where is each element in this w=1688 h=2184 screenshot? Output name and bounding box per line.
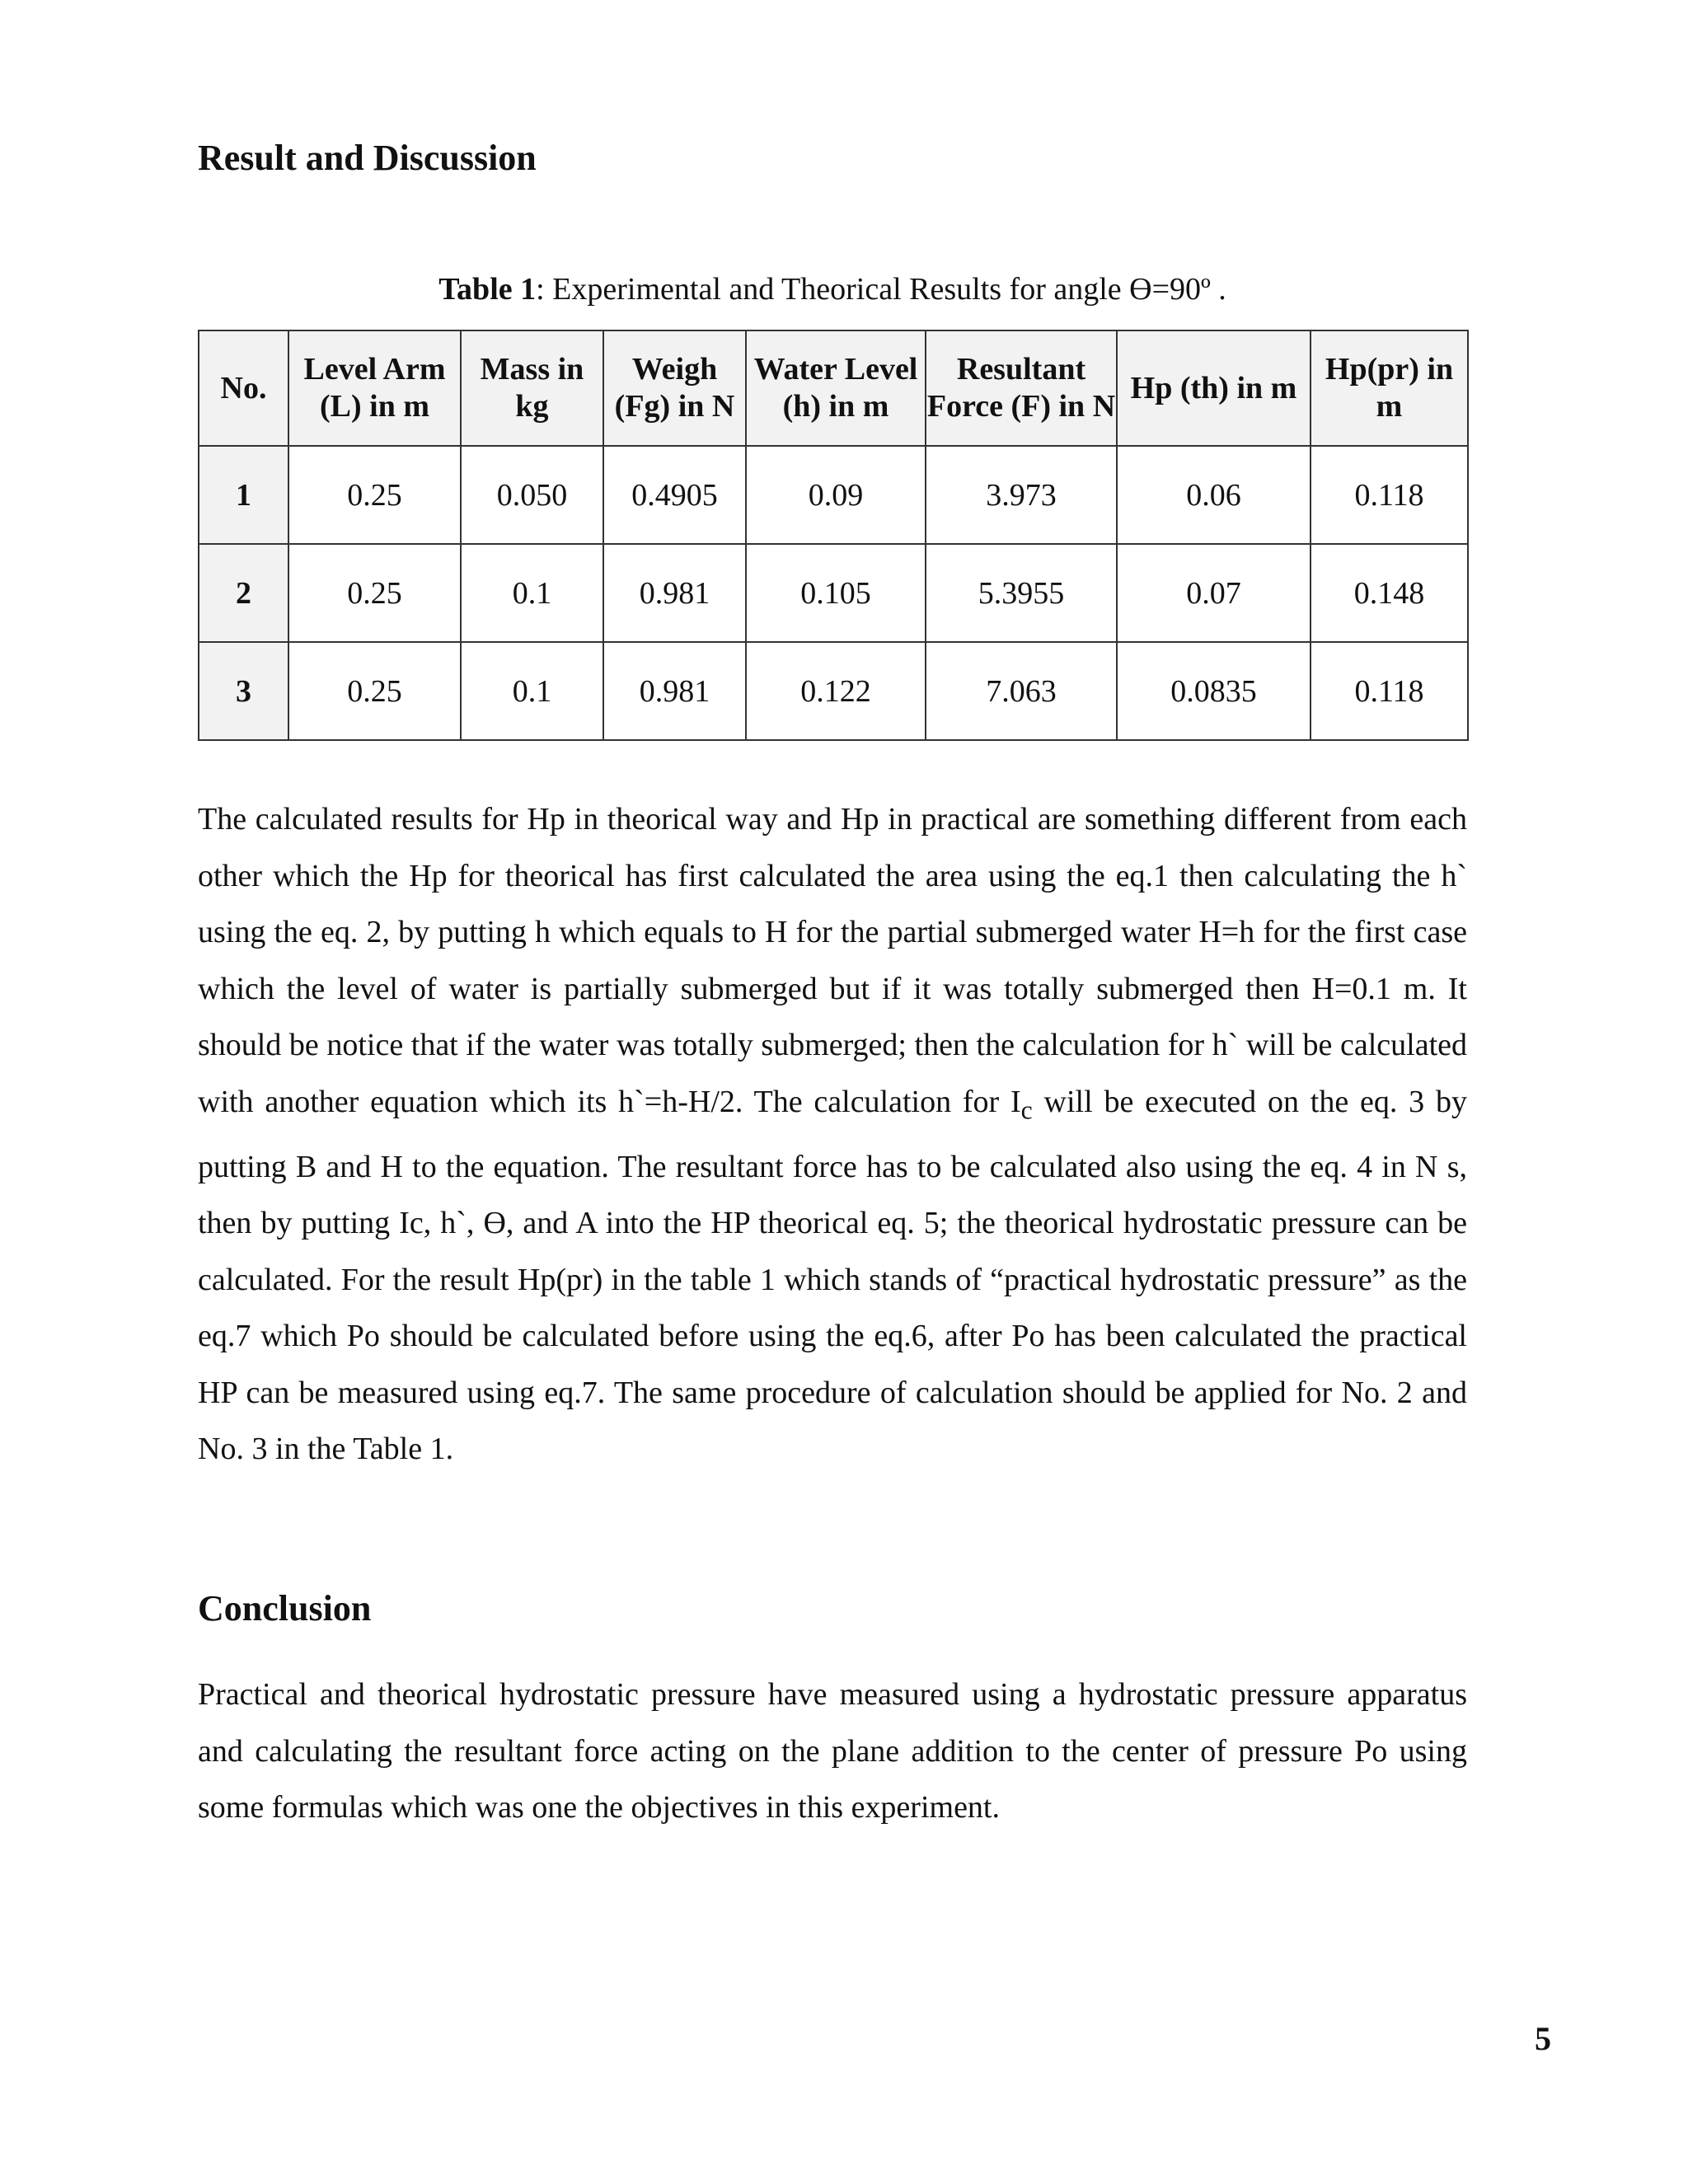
cell-mass: 0.050 (461, 446, 603, 544)
cell-hp-pr: 0.118 (1311, 446, 1468, 544)
cell-no: 1 (199, 446, 288, 544)
table-row (199, 446, 1468, 544)
cell-hp-th: 0.06 (1117, 446, 1311, 544)
conclusion-paragraph: Practical and theorical hydrostatic pressure have measured using a hydrostatic pressure apparatus and calculating the resultant force acting on the plane addition to the center of pressure Po using some formulas which was one the objectives in this experiment. (198, 1677, 1467, 1825)
cell-hp-th: 0.0835 (1117, 642, 1311, 740)
subscript-c: c (1020, 1095, 1033, 1125)
header-hp-th: Hp (th) in m (1117, 330, 1311, 446)
cell-hp-pr: 0.118 (1311, 642, 1468, 740)
discussion-paragraph (198, 791, 1467, 1478)
cell-level-arm: 0.25 (288, 544, 461, 642)
section-heading-conclusion: Conclusion (198, 1588, 372, 1629)
results-table (198, 330, 1469, 741)
table-header-row (199, 330, 1468, 446)
cell-resultant-force: 5.3955 (926, 544, 1117, 642)
cell-resultant-force: 7.063 (926, 642, 1117, 740)
cell-mass: 0.1 (461, 642, 603, 740)
cell-level-arm: 0.25 (288, 446, 461, 544)
cell-water-level: 0.122 (746, 642, 926, 740)
cell-weight: 0.981 (603, 642, 746, 740)
section-heading-result-discussion: Result and Discussion (198, 138, 537, 178)
header-no: No. (199, 330, 288, 446)
table-caption-label: Table 1 (438, 272, 537, 307)
cell-level-arm: 0.25 (288, 642, 461, 740)
cell-weight: 0.4905 (603, 446, 746, 544)
table-caption (198, 274, 1467, 305)
table-caption-text: : Experimental and Theorical Results for angle ϴ=90º . (536, 272, 1226, 307)
cell-hp-pr: 0.148 (1311, 544, 1468, 642)
header-level-arm: Level Arm (L) in m (288, 330, 461, 446)
page-number: 5 (1535, 2020, 1551, 2057)
cell-no: 3 (199, 642, 288, 740)
header-mass: Mass in kg (461, 330, 603, 446)
table-row (199, 642, 1468, 740)
cell-no: 2 (199, 544, 288, 642)
table-row (199, 544, 1468, 642)
cell-mass: 0.1 (461, 544, 603, 642)
cell-water-level: 0.09 (746, 446, 926, 544)
discussion-text-part2: will be executed on the eq. 3 by putting B and H to the equation. The resultant force has to be calculated also using the eq. 4 in N s, then by putting Ic, h`, ϴ, and A into the HP theorical eq. 5; the theorical hydrostatic pressure can be calculated. For the result Hp(pr) in the table 1 which stands of “practical hydrostatic pressure” as the eq.7 which Po should be calculated before using the eq.6, after Po has been calculated the practical HP can be measured using eq.7. The same procedure of calculation should be applied for No. 2 and No. 3 in the Table 1. (198, 1084, 1467, 1467)
cell-hp-th: 0.07 (1117, 544, 1311, 642)
header-hp-pr: Hp(pr) in m (1311, 330, 1468, 446)
discussion-text-part1: The calculated results for Hp in theorical way and Hp in practical are something different from each other which the Hp for theorical has first calculated the area using the eq.1 then calculating the h` using the eq. 2, by putting h which equals to H for the partial submerged water H=h for the first case which the level of water is partially submerged but if it was totally submerged then H=0.1 m. It should be notice that if the water was totally submerged; then the calculation for h` will be calculated with another equation which its h`=h-H/2. The calculation for I (198, 802, 1467, 1119)
header-weight: Weigh (Fg) in N (603, 330, 746, 446)
cell-water-level: 0.105 (746, 544, 926, 642)
cell-resultant-force: 3.973 (926, 446, 1117, 544)
header-resultant-force: Resultant Force (F) in N (926, 330, 1117, 446)
header-water-level: Water Level (h) in m (746, 330, 926, 446)
cell-weight: 0.981 (603, 544, 746, 642)
